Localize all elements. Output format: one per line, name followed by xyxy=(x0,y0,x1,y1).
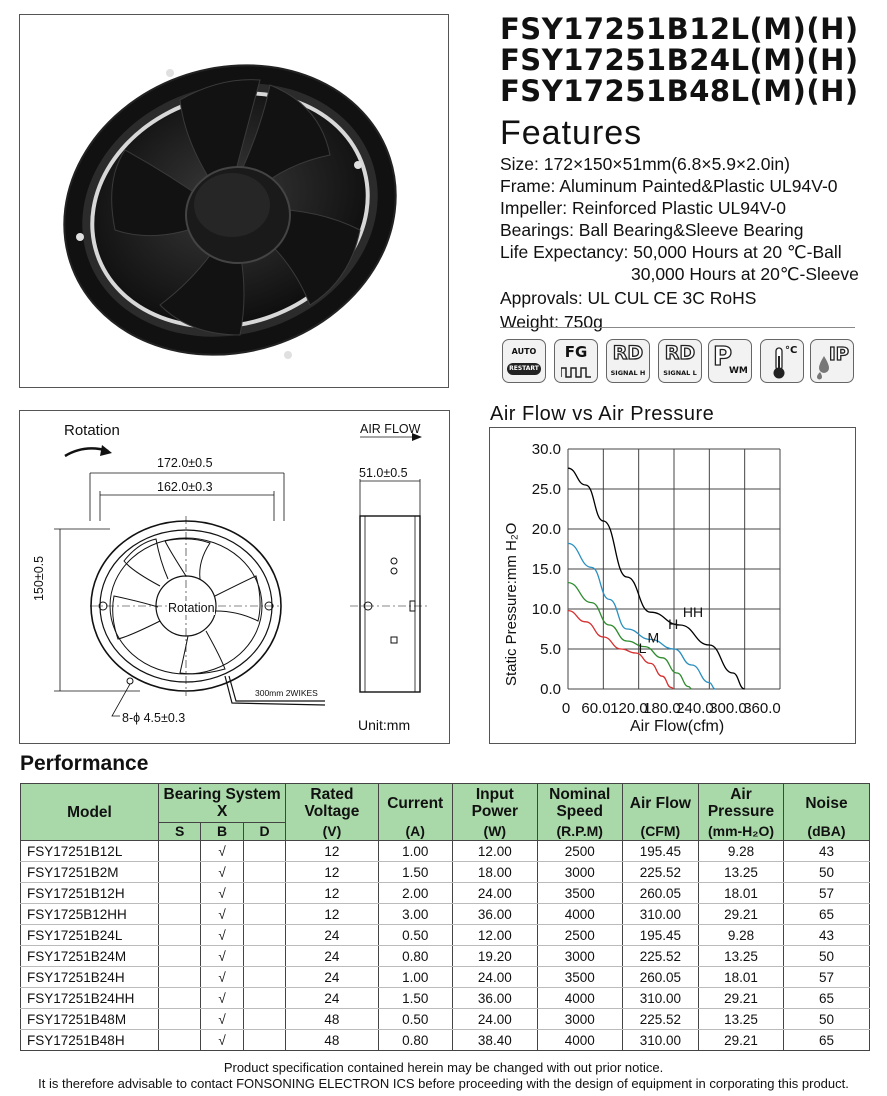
pressure-chart xyxy=(489,427,856,744)
x-tick-label: 240.0 xyxy=(676,700,714,717)
speed-cell: 3000 xyxy=(537,946,622,967)
voltage-cell: 48 xyxy=(286,1030,378,1051)
noise-cell: 43 xyxy=(783,925,869,946)
noise-cell: 43 xyxy=(783,841,869,862)
subheader: (A) xyxy=(378,823,452,841)
model-cell: FSY17251B48H xyxy=(21,1030,159,1051)
ip-rating-icon: IP xyxy=(810,339,854,383)
subheader: (dBA) xyxy=(783,823,869,841)
power-cell: 12.00 xyxy=(452,925,537,946)
bearing-s-cell xyxy=(158,988,200,1009)
power-cell: 38.40 xyxy=(452,1030,537,1051)
pressure-cell: 18.01 xyxy=(699,967,784,988)
subheader: (CFM) xyxy=(622,823,698,841)
y-tick-label: 30.0 xyxy=(531,441,561,458)
bearing-d-cell xyxy=(243,988,285,1009)
speed-cell: 4000 xyxy=(537,1030,622,1051)
power-cell: 36.00 xyxy=(452,904,537,925)
current-cell: 2.00 xyxy=(378,883,452,904)
y-tick-label: 15.0 xyxy=(531,561,561,578)
subheader: (W) xyxy=(452,823,537,841)
x-tick-label: 180.0 xyxy=(643,700,681,717)
bearing-b-cell: √ xyxy=(201,988,243,1009)
noise-cell: 65 xyxy=(783,988,869,1009)
pressure-cell: 9.28 xyxy=(699,841,784,862)
feature-size: Size: 172×150×51mm(6.8×5.9×2.0in) xyxy=(500,154,790,174)
airflow-label: AIR FLOW xyxy=(360,422,421,436)
bearing-b-cell: √ xyxy=(201,841,243,862)
voltage-cell: 12 xyxy=(286,883,378,904)
airflow-cell: 195.45 xyxy=(622,925,698,946)
noise-cell: 65 xyxy=(783,904,869,925)
x-tick-label: 360.0 xyxy=(743,700,781,717)
bearing-s-cell xyxy=(158,946,200,967)
bearing-d-cell xyxy=(243,841,285,862)
bearing-s-cell xyxy=(158,925,200,946)
fg-signal-icon: FG xyxy=(554,339,598,383)
voltage-cell: 24 xyxy=(286,946,378,967)
header-rated: Rated Voltage xyxy=(286,784,378,823)
power-cell: 24.00 xyxy=(452,1009,537,1030)
table-row xyxy=(21,841,870,862)
y-tick-label: 5.0 xyxy=(540,641,561,658)
model-title: FSY17251B12L(M)(H) xyxy=(500,12,859,46)
power-cell: 36.00 xyxy=(452,988,537,1009)
y-tick-label: 10.0 xyxy=(531,601,561,618)
power-cell: 12.00 xyxy=(452,841,537,862)
voltage-cell: 12 xyxy=(286,862,378,883)
center-rotation-label: Rotation xyxy=(168,601,215,615)
noise-cell: 65 xyxy=(783,1030,869,1051)
noise-cell: 50 xyxy=(783,862,869,883)
x-tick-label: 120.0 xyxy=(610,700,648,717)
pressure-cell: 13.25 xyxy=(699,862,784,883)
voltage-cell: 12 xyxy=(286,841,378,862)
bearing-b-cell: √ xyxy=(201,967,243,988)
bearing-d-cell xyxy=(243,862,285,883)
series-label: HH xyxy=(682,604,704,620)
model-title: FSY17251B24L(M)(H) xyxy=(500,43,859,77)
y-tick-label: 0.0 xyxy=(540,681,561,698)
chart-xlabel: Air Flow(cfm) xyxy=(630,718,725,735)
pressure-cell: 29.21 xyxy=(699,904,784,925)
speed-cell: 2500 xyxy=(537,841,622,862)
features-title: Features xyxy=(500,114,643,152)
airflow-cell: 260.05 xyxy=(622,967,698,988)
voltage-cell: 24 xyxy=(286,925,378,946)
pressure-cell: 13.25 xyxy=(699,946,784,967)
restart-pill: RESTART xyxy=(507,363,541,375)
table-row xyxy=(21,1009,870,1030)
header-current: Current xyxy=(378,784,452,823)
rd-signal-low-icon: RD SIGNAL L xyxy=(658,339,702,383)
bearing-s-cell xyxy=(158,862,200,883)
model-titles xyxy=(500,14,880,107)
power-cell: 24.00 xyxy=(452,967,537,988)
feature-approvals: Approvals: UL CUL CE 3C RoHS xyxy=(500,288,757,308)
table-row xyxy=(21,925,870,946)
pressure-cell: 9.28 xyxy=(699,925,784,946)
subheader: (mm-H₂O) xyxy=(699,823,784,841)
current-cell: 1.00 xyxy=(378,967,452,988)
speed-cell: 3500 xyxy=(537,883,622,904)
bearing-d-cell xyxy=(243,925,285,946)
power-cell: 24.00 xyxy=(452,883,537,904)
airflow-cell: 195.45 xyxy=(622,841,698,862)
feature-weight: Weight: 750g xyxy=(500,312,603,332)
features-section xyxy=(500,114,880,333)
header-input: Input Power xyxy=(452,784,537,823)
subheader: (V) xyxy=(286,823,378,841)
table-row xyxy=(21,1030,870,1051)
series-label: M xyxy=(647,629,660,646)
table-row xyxy=(21,946,870,967)
bearing-d-cell xyxy=(243,904,285,925)
dimension-drawing xyxy=(19,410,450,744)
bearing-b-cell: √ xyxy=(201,946,243,967)
x-tick-label: 0 xyxy=(561,700,571,717)
noise-cell: 57 xyxy=(783,967,869,988)
bearing-b-cell: √ xyxy=(201,862,243,883)
table-row xyxy=(21,988,870,1009)
header-nominal: Nominal Speed xyxy=(537,784,622,823)
bearing-d-cell xyxy=(243,967,285,988)
header-model: Model xyxy=(21,784,159,841)
airflow-cell: 260.05 xyxy=(622,883,698,904)
dim-width-outer: 172.0±0.5 xyxy=(157,456,213,470)
rd-signal-high-icon: RD SIGNAL H xyxy=(606,339,650,383)
current-cell: 1.50 xyxy=(378,988,452,1009)
series-line-m xyxy=(568,583,692,689)
feature-bearings: Bearings: Ball Bearing&Sleeve Bearing xyxy=(500,220,804,240)
chart-title: Air Flow vs Air Pressure xyxy=(490,403,715,425)
voltage-cell: 48 xyxy=(286,1009,378,1030)
bearing-d-cell xyxy=(243,946,285,967)
airflow-cell: 310.00 xyxy=(622,1030,698,1051)
feature-life-sleeve: 30,000 Hours at 20℃-Sleeve xyxy=(631,264,859,284)
model-cell: FSY17251B12L xyxy=(21,841,159,862)
unit-label: Unit:mm xyxy=(358,717,411,733)
performance-table xyxy=(20,783,870,1051)
subheader: D xyxy=(243,823,285,841)
bearing-b-cell: √ xyxy=(201,1009,243,1030)
current-cell: 1.50 xyxy=(378,862,452,883)
features-divider xyxy=(500,327,855,328)
model-cell: FSY17251B24L xyxy=(21,925,159,946)
bearing-s-cell xyxy=(158,904,200,925)
table-row xyxy=(21,904,870,925)
fan-photo xyxy=(20,15,448,387)
pressure-cell: 29.21 xyxy=(699,988,784,1009)
model-cell: FSY17251B48M xyxy=(21,1009,159,1030)
current-cell: 0.50 xyxy=(378,1009,452,1030)
current-cell: 3.00 xyxy=(378,904,452,925)
noise-cell: 50 xyxy=(783,1009,869,1030)
pwm-icon: P WM xyxy=(708,339,752,383)
model-cell: FSY17251B2M xyxy=(21,862,159,883)
current-cell: 0.80 xyxy=(378,1030,452,1051)
header-bearing: Bearing System X xyxy=(158,784,285,823)
table-row xyxy=(21,862,870,883)
bearing-b-cell: √ xyxy=(201,883,243,904)
table-row xyxy=(21,883,870,904)
auto-restart-icon: AUTO RESTART xyxy=(502,339,546,383)
rotation-label: Rotation xyxy=(64,422,120,439)
bearing-s-cell xyxy=(158,883,200,904)
model-cell: FSY17251B24M xyxy=(21,946,159,967)
current-cell: 0.50 xyxy=(378,925,452,946)
header-pressure: Air Pressure xyxy=(699,784,784,823)
airflow-cell: 225.52 xyxy=(622,1009,698,1030)
hole-label: 8-ϕ 4.5±0.3 xyxy=(122,711,186,725)
temperature-icon: °C xyxy=(760,339,804,383)
bearing-s-cell xyxy=(158,1030,200,1051)
header-noise: Noise xyxy=(783,784,869,823)
bearing-s-cell xyxy=(158,841,200,862)
header-airflow: Air Flow xyxy=(622,784,698,823)
product-photo-frame xyxy=(19,14,449,388)
noise-cell: 57 xyxy=(783,883,869,904)
feature-life: Life Expectancy: 50,000 Hours at 20 ℃-Ball xyxy=(500,242,842,262)
footer-notice: Product specification contained herein may be changed with out prior notice. xyxy=(223,1060,664,1075)
pressure-cell: 18.01 xyxy=(699,883,784,904)
y-tick-label: 20.0 xyxy=(531,521,561,538)
feature-impeller: Impeller: Reinforced Plastic UL94V-0 xyxy=(500,198,786,218)
voltage-cell: 24 xyxy=(286,967,378,988)
pressure-cell: 29.21 xyxy=(699,1030,784,1051)
pressure-cell: 13.25 xyxy=(699,1009,784,1030)
model-cell: FSY17251B24HH xyxy=(21,988,159,1009)
table-row xyxy=(21,967,870,988)
series-label: H xyxy=(668,616,679,632)
speed-cell: 3000 xyxy=(537,1009,622,1030)
performance-title: Performance xyxy=(20,752,149,775)
bearing-d-cell xyxy=(243,1009,285,1030)
dim-depth: 51.0±0.5 xyxy=(359,466,408,480)
power-cell: 19.20 xyxy=(452,946,537,967)
subheader: (R.P.M) xyxy=(537,823,622,841)
speed-cell: 3500 xyxy=(537,967,622,988)
chart-ylabel: Static Pressure:mm H₂O xyxy=(503,522,520,686)
speed-cell: 4000 xyxy=(537,988,622,1009)
voltage-cell: 24 xyxy=(286,988,378,1009)
series-label: L xyxy=(638,640,647,656)
bearing-b-cell: √ xyxy=(201,904,243,925)
dim-width-inner: 162.0±0.3 xyxy=(157,480,213,494)
speed-cell: 4000 xyxy=(537,904,622,925)
feature-frame: Frame: Aluminum Painted&Plastic UL94V-0 xyxy=(500,176,838,196)
x-tick-label: 300.0 xyxy=(709,700,747,717)
voltage-cell: 12 xyxy=(286,904,378,925)
airflow-cell: 225.52 xyxy=(622,862,698,883)
chart-plot xyxy=(490,428,855,743)
wire-label: 300mm 2WIKES xyxy=(255,688,318,698)
y-tick-label: 25.0 xyxy=(531,481,561,498)
footer-advice: It is therefore advisable to contact FONSONING ELECTRON ICS before proceeding with the design of equipment in corporating this product. xyxy=(38,1076,849,1091)
model-cell: FSY17251B24H xyxy=(21,967,159,988)
subheader: S xyxy=(158,823,200,841)
current-cell: 0.80 xyxy=(378,946,452,967)
model-cell: FSY17251B12H xyxy=(21,883,159,904)
bearing-d-cell xyxy=(243,883,285,904)
dim-height: 150±0.5 xyxy=(32,555,46,601)
bearing-s-cell xyxy=(158,967,200,988)
subheader: B xyxy=(201,823,243,841)
airflow-cell: 225.52 xyxy=(622,946,698,967)
bearing-d-cell xyxy=(243,1030,285,1051)
airflow-cell: 310.00 xyxy=(622,904,698,925)
speed-cell: 3000 xyxy=(537,862,622,883)
model-cell: FSY1725B12HH xyxy=(21,904,159,925)
noise-cell: 50 xyxy=(783,946,869,967)
x-tick-label: 60.0 xyxy=(581,700,611,717)
power-cell: 18.00 xyxy=(452,862,537,883)
bearing-s-cell xyxy=(158,1009,200,1030)
speed-cell: 2500 xyxy=(537,925,622,946)
airflow-cell: 310.00 xyxy=(622,988,698,1009)
model-title: FSY17251B48L(M)(H) xyxy=(500,74,859,108)
current-cell: 1.00 xyxy=(378,841,452,862)
bearing-b-cell: √ xyxy=(201,925,243,946)
bearing-b-cell: √ xyxy=(201,1030,243,1051)
